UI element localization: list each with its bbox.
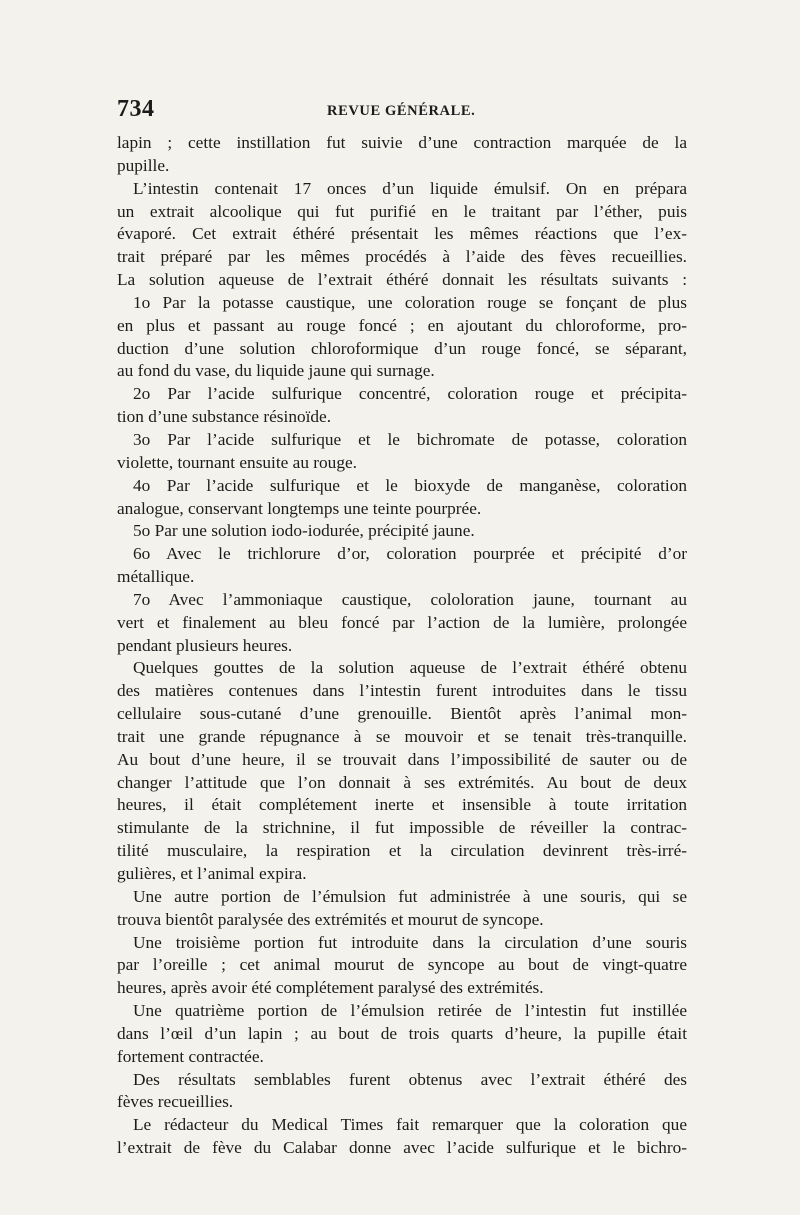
text-line: tion d’une substance résinoïde. bbox=[117, 407, 332, 427]
text-line: heures, après avoir été complétement paralysé des extrémités. bbox=[117, 978, 544, 998]
text-line: 4o Par l’acide sulfurique et le bioxyde de manganèse, coloration bbox=[133, 475, 687, 495]
text-line: duction d’une solution chloroformique d’un rouge foncé, se séparant, bbox=[117, 338, 687, 358]
text-line: lapin ; cette instillation fut suivie d’une contraction marquée de la bbox=[117, 133, 687, 152]
text-line: La solution aqueuse de l’extrait éthéré donnait les résultats suivants : bbox=[117, 270, 687, 290]
text-line: par l’oreille ; cet animal mourut de syncope au bout de vingt-quatre bbox=[117, 955, 687, 975]
text-line: 7o Avec l’ammoniaque caustique, cololoration jaune, tournant au bbox=[133, 589, 687, 609]
text-line: Une autre portion de l’émulsion fut administrée à une souris, qui se bbox=[133, 886, 687, 906]
text-line: Des résultats semblables furent obtenus avec l’extrait éthéré des bbox=[133, 1069, 687, 1089]
text-line: trait une grande répugnance à se mouvoir et se tenait très-tranquille. bbox=[117, 726, 687, 746]
text-line: Quelques gouttes de la solution aqueuse de l’extrait éthéré obtenu bbox=[133, 658, 687, 678]
text-line: trouva bientôt paralysée des extrémités et mourut de syncope. bbox=[117, 909, 544, 929]
text-line: fortement contractée. bbox=[117, 1046, 264, 1066]
text-line: changer l’attitude que l’on donnait à ses extrémités. Au bout de deux bbox=[117, 772, 687, 792]
text-line: Une quatrième portion de l’émulsion retirée de l’intestin fut instillée bbox=[133, 1001, 687, 1021]
text-line: Une troisième portion fut introduite dans la circulation d’une souris bbox=[133, 932, 687, 952]
text-line: évaporé. Cet extrait éthéré présentait les mêmes réactions que l’ex- bbox=[117, 224, 687, 244]
page-number: 734 bbox=[117, 96, 155, 122]
text-line: Le rédacteur du Medical Times fait remarquer que la coloration que bbox=[133, 1115, 687, 1135]
text-line: fèves recueillies. bbox=[117, 1092, 234, 1112]
text-line: 6o Avec le trichlorure d’or, coloration pourprée et précipité d’or bbox=[133, 544, 687, 564]
body-text bbox=[117, 132, 687, 1160]
text-line: analogue, conservant longtemps une teinte pourprée. bbox=[117, 498, 482, 518]
text-line: un extrait alcoolique qui fut purifié en le traitant par l’éther, puis bbox=[117, 201, 687, 221]
page-header bbox=[117, 96, 687, 126]
text-line: cellulaire sous-cutané d’une grenouille. Bientôt après l’animal mon- bbox=[117, 704, 687, 724]
text-line: tilité musculaire, la respiration et la circulation devinrent très-irré- bbox=[117, 841, 687, 861]
text-line: au fond du vase, du liquide jaune qui surnage. bbox=[117, 361, 435, 381]
text-line: dans l’œil d’un lapin ; au bout de trois quarts d’heure, la pupille était bbox=[117, 1023, 687, 1043]
text-line: en plus et passant au rouge foncé ; en ajoutant du chloroforme, pro- bbox=[117, 315, 687, 335]
text-line: 3o Par l’acide sulfurique et le bichromate de potasse, coloration bbox=[133, 429, 687, 449]
text-line: 5o Par une solution iodo-iodurée, précipité jaune. bbox=[133, 521, 475, 541]
text-line: heures, il était complétement inerte et insensible à toute irritation bbox=[117, 795, 687, 815]
text-line: vert et finalement au bleu foncé par l’action de la lumière, prolongée bbox=[117, 612, 687, 632]
text-line: 2o Par l’acide sulfurique concentré, coloration rouge et précipita- bbox=[133, 384, 687, 404]
text-line: L’intestin contenait 17 onces d’un liquide émulsif. On en prépara bbox=[133, 178, 687, 198]
text-line: l’extrait de fève du Calabar donne avec l’acide sulfurique et le bichro- bbox=[117, 1138, 687, 1158]
text-line: trait préparé par les mêmes procédés à l’aide des fèves recueillies. bbox=[117, 247, 687, 267]
running-title: REVUE GÉNÉRALE. bbox=[327, 103, 476, 119]
text-line: Au bout d’une heure, il se trouvait dans l’impossibilité de sauter ou de bbox=[117, 749, 687, 769]
text-line: stimulante de la strichnine, il fut impossible de réveiller la contrac- bbox=[117, 818, 687, 838]
text-line: gulières, et l’animal expira. bbox=[117, 864, 307, 883]
text-line: pendant plusieurs heures. bbox=[117, 635, 293, 655]
text-line: métallique. bbox=[117, 567, 195, 587]
text-line: pupille. bbox=[117, 155, 170, 175]
text-line: 1o Par la potasse caustique, une coloration rouge se fonçant de plus bbox=[133, 292, 687, 312]
text-line: des matières contenues dans l’intestin furent introduites dans le tissu bbox=[117, 681, 687, 701]
text-line: violette, tournant ensuite au rouge. bbox=[117, 452, 357, 472]
